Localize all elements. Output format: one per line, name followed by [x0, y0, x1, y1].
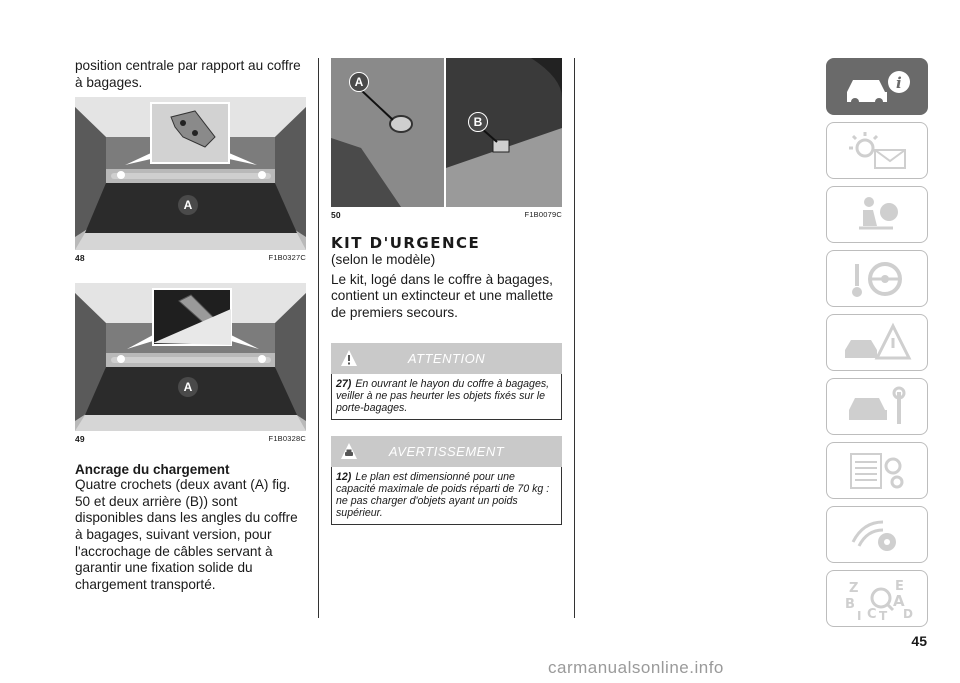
index-icon [839, 576, 915, 622]
car-info-icon [839, 64, 915, 110]
svg-text:E: E [895, 578, 904, 594]
svg-text:B: B [845, 596, 855, 612]
section-title-kit: KIT D'URGENCE [331, 234, 481, 252]
tab-multimedia[interactable] [826, 506, 928, 563]
car-service-icon [839, 384, 915, 430]
column-separator-left [318, 58, 319, 618]
svg-text:D: D [903, 606, 913, 621]
svg-text:A: A [893, 591, 905, 610]
attention-box [331, 374, 562, 420]
steering-key-icon [839, 256, 915, 302]
callout-a-48: A [178, 195, 198, 215]
right-column [331, 58, 562, 525]
callout-a-49: A [178, 377, 198, 397]
kit-body: Le kit, logé dans le coffre à bagages, contient un extincteur et une mallette de premiers secours. [331, 271, 554, 320]
tab-warning-lights[interactable] [826, 122, 928, 179]
tab-specifications[interactable] [826, 442, 928, 499]
avertissement-number: 12) [336, 471, 352, 484]
multimedia-icon [839, 512, 915, 558]
svg-text:i: i [896, 73, 902, 92]
figure-48 [75, 97, 306, 250]
attention-header [331, 343, 562, 374]
attention-label: ATTENTION [407, 351, 486, 367]
figure-code: F1B0327C [268, 253, 306, 263]
page-number: 45 [911, 633, 927, 649]
exclamation-icon [339, 348, 359, 368]
left-column [75, 58, 306, 593]
tab-index[interactable] [826, 570, 928, 627]
tab-steering-key[interactable] [826, 250, 928, 307]
figure-number: 50 [331, 210, 341, 220]
car-warning-icon [339, 441, 359, 461]
figure-code: F1B0079C [524, 210, 562, 219]
figure-number: 49 [75, 434, 85, 445]
kit-subtitle: (selon le modèle) [331, 252, 436, 267]
svg-text:I: I [857, 608, 862, 622]
tab-car-info[interactable] [826, 58, 928, 115]
watermark[interactable]: carmanualsonline.info [548, 658, 724, 677]
svg-text:C: C [867, 606, 877, 622]
tab-airbag-seat[interactable] [826, 186, 928, 243]
avertissement-box [331, 467, 562, 525]
attention-text: En ouvrant le hayon du coffre à bagages, veiller à ne pas heurter les objets fixés sur le porte-bagages. [336, 378, 550, 415]
svg-text:Z: Z [849, 580, 859, 596]
attention-number: 27) [336, 378, 352, 391]
callout-a-50: A [349, 72, 369, 92]
callout-b-50: B [468, 112, 488, 132]
figure-code: F1B0328C [268, 434, 306, 444]
warning-lights-icon [839, 128, 915, 174]
trunk-photo-48 [75, 97, 306, 250]
tab-accident-warning[interactable] [826, 314, 928, 371]
figure-49 [75, 283, 306, 431]
figure-50-caption [331, 210, 562, 220]
intro-text: position centrale par rapport au coffre à bagages. [75, 58, 301, 90]
section-body-ancrage: Quatre crochets (deux avant (A) fig. 50 et deux arrière (B)) sont disponibles dans les angles du coffre à bagages, suivant version, pour l'accrochage de câbles servant à garantir une fixation solide du chargement transporté. [75, 477, 298, 592]
avertissement-label: AVERTISSEMENT [388, 444, 505, 460]
tab-car-service[interactable] [826, 378, 928, 435]
accident-warning-icon [839, 320, 915, 366]
trunk-photo-49 [75, 283, 306, 431]
avertissement-header [331, 436, 562, 467]
figure-48-caption [75, 253, 306, 263]
figure-49-caption [75, 434, 306, 444]
column-separator-right [574, 58, 575, 618]
svg-text:T: T [879, 608, 888, 622]
figure-50 [331, 58, 562, 207]
avertissement-text: Le plan est dimensionné pour une capacité maximale de poids réparti de 70 kg : ne pas charger d'objets ayant un poids supérieur. [336, 471, 550, 520]
airbag-seat-icon [839, 192, 915, 238]
specifications-icon [839, 448, 915, 494]
figure-number: 48 [75, 253, 85, 264]
section-title-ancrage: Ancrage du chargement [75, 462, 230, 478]
